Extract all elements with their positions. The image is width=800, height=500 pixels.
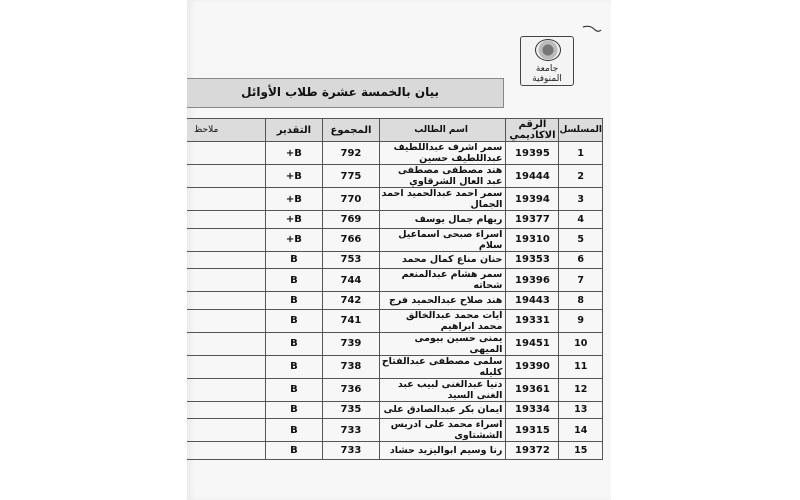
cell-notes (187, 401, 265, 419)
cell-academic-id: 19334 (506, 401, 559, 419)
cell-total: 733 (323, 419, 380, 442)
cell-grade: B (265, 419, 322, 442)
cell-notes (187, 211, 265, 229)
table-row (187, 332, 603, 355)
cell-notes (187, 142, 265, 165)
cell-serial: 10 (559, 332, 603, 355)
cell-student-name: هند مصطفى مصطفى عبد العال الشرقاوي (379, 165, 506, 188)
cell-grade: B+ (265, 142, 322, 165)
cell-student-name: سلمى مصطفى عبدالفتاح كليله (379, 355, 506, 378)
cell-grade: B (265, 378, 322, 401)
cell-student-name: رنا وسيم ابواليزيد حشاد (379, 442, 506, 460)
document-title-box (187, 78, 504, 108)
cell-notes (187, 355, 265, 378)
table-row (187, 419, 603, 442)
table-header-row (187, 119, 603, 142)
cell-serial: 1 (559, 142, 603, 165)
pen-mark (582, 24, 602, 34)
cell-notes (187, 228, 265, 251)
cell-total: 792 (323, 142, 380, 165)
cell-total: 770 (323, 188, 380, 211)
col-total: المجموع (323, 119, 380, 142)
table-row (187, 188, 603, 211)
cell-total: 739 (323, 332, 380, 355)
cell-grade: B+ (265, 211, 322, 229)
cell-total: 741 (323, 309, 380, 332)
cell-academic-id: 19444 (506, 165, 559, 188)
cell-academic-id: 19310 (506, 228, 559, 251)
cell-total: 744 (323, 269, 380, 292)
cell-serial: 15 (559, 442, 603, 460)
cell-serial: 14 (559, 419, 603, 442)
table-row (187, 442, 603, 460)
cell-academic-id: 19315 (506, 419, 559, 442)
university-logo (520, 36, 574, 86)
cell-academic-id: 19361 (506, 378, 559, 401)
cell-grade: B+ (265, 165, 322, 188)
cell-total: 769 (323, 211, 380, 229)
cell-serial: 11 (559, 355, 603, 378)
cell-grade: B (265, 269, 322, 292)
cell-total: 753 (323, 251, 380, 269)
table-row (187, 211, 603, 229)
cell-student-name: دنيا عبدالغنى لبيب عبد الغنى السيد (379, 378, 506, 401)
cell-notes (187, 332, 265, 355)
cell-total: 735 (323, 401, 380, 419)
cell-serial: 9 (559, 309, 603, 332)
cell-student-name: يمنى حسين بيومى الميهى (379, 332, 506, 355)
document-page (187, 0, 611, 500)
table-row (187, 401, 603, 419)
cell-notes (187, 378, 265, 401)
cell-academic-id: 19395 (506, 142, 559, 165)
col-notes: ملاحظ (187, 119, 265, 142)
col-grade: التقدير (265, 119, 322, 142)
cell-student-name: سمر هشام عبدالمنعم شحاته (379, 269, 506, 292)
cell-student-name: هند صلاح عبدالحميد فرج (379, 292, 506, 310)
cell-notes (187, 188, 265, 211)
cell-total: 766 (323, 228, 380, 251)
cell-grade: B (265, 355, 322, 378)
cell-grade: B+ (265, 188, 322, 211)
cell-notes (187, 419, 265, 442)
cell-grade: B (265, 292, 322, 310)
cell-student-name: ايات محمد عبدالخالق محمد ابراهيم (379, 309, 506, 332)
cell-academic-id: 19372 (506, 442, 559, 460)
cell-academic-id: 19394 (506, 188, 559, 211)
cell-grade: B (265, 332, 322, 355)
cell-serial: 2 (559, 165, 603, 188)
seal-icon (535, 39, 561, 61)
table-row (187, 269, 603, 292)
cell-academic-id: 19331 (506, 309, 559, 332)
cell-total: 736 (323, 378, 380, 401)
cell-total: 742 (323, 292, 380, 310)
university-name: جامعة المنوفية (532, 64, 562, 84)
cell-academic-id: 19443 (506, 292, 559, 310)
cell-academic-id: 19451 (506, 332, 559, 355)
cell-notes (187, 251, 265, 269)
cell-serial: 3 (559, 188, 603, 211)
table-row (187, 251, 603, 269)
table-row (187, 378, 603, 401)
cell-notes (187, 292, 265, 310)
table-row (187, 355, 603, 378)
cell-total: 733 (323, 442, 380, 460)
cell-student-name: حنان مناع كمال محمد (379, 251, 506, 269)
cell-notes (187, 309, 265, 332)
cell-serial: 13 (559, 401, 603, 419)
table-row (187, 165, 603, 188)
col-academic-id: الرقم الاكاديمي (506, 119, 559, 142)
cell-academic-id: 19377 (506, 211, 559, 229)
cell-grade: B (265, 309, 322, 332)
cell-student-name: اسراء محمد على ادريس الششتاوى (379, 419, 506, 442)
cell-notes (187, 442, 265, 460)
cell-total: 775 (323, 165, 380, 188)
table-row (187, 228, 603, 251)
document-title: بيان بالخمسة عشرة طلاب الأوائل (241, 85, 439, 99)
cell-serial: 4 (559, 211, 603, 229)
cell-student-name: سمر احمد عبدالحميد احمد الجمال (379, 188, 506, 211)
table-row (187, 142, 603, 165)
cell-notes (187, 165, 265, 188)
cell-student-name: ريهام جمال يوسف (379, 211, 506, 229)
cell-total: 738 (323, 355, 380, 378)
cell-serial: 5 (559, 228, 603, 251)
cell-student-name: اسراء صبحى اسماعيل سلام (379, 228, 506, 251)
cell-notes (187, 269, 265, 292)
cell-grade: B (265, 442, 322, 460)
cell-student-name: سمر اشرف عبداللطيف عبداللطيف حسين (379, 142, 506, 165)
table-row (187, 292, 603, 310)
cell-grade: B+ (265, 228, 322, 251)
cell-serial: 12 (559, 378, 603, 401)
cell-academic-id: 19353 (506, 251, 559, 269)
cell-serial: 6 (559, 251, 603, 269)
students-table (187, 118, 603, 460)
cell-grade: B (265, 251, 322, 269)
cell-academic-id: 19390 (506, 355, 559, 378)
cell-grade: B (265, 401, 322, 419)
col-name: اسم الطالب (379, 119, 506, 142)
cell-student-name: ايمان بكر عبدالصادق على (379, 401, 506, 419)
cell-serial: 7 (559, 269, 603, 292)
cell-academic-id: 19396 (506, 269, 559, 292)
table-row (187, 309, 603, 332)
col-serial: المسلسل (559, 119, 603, 142)
cell-serial: 8 (559, 292, 603, 310)
